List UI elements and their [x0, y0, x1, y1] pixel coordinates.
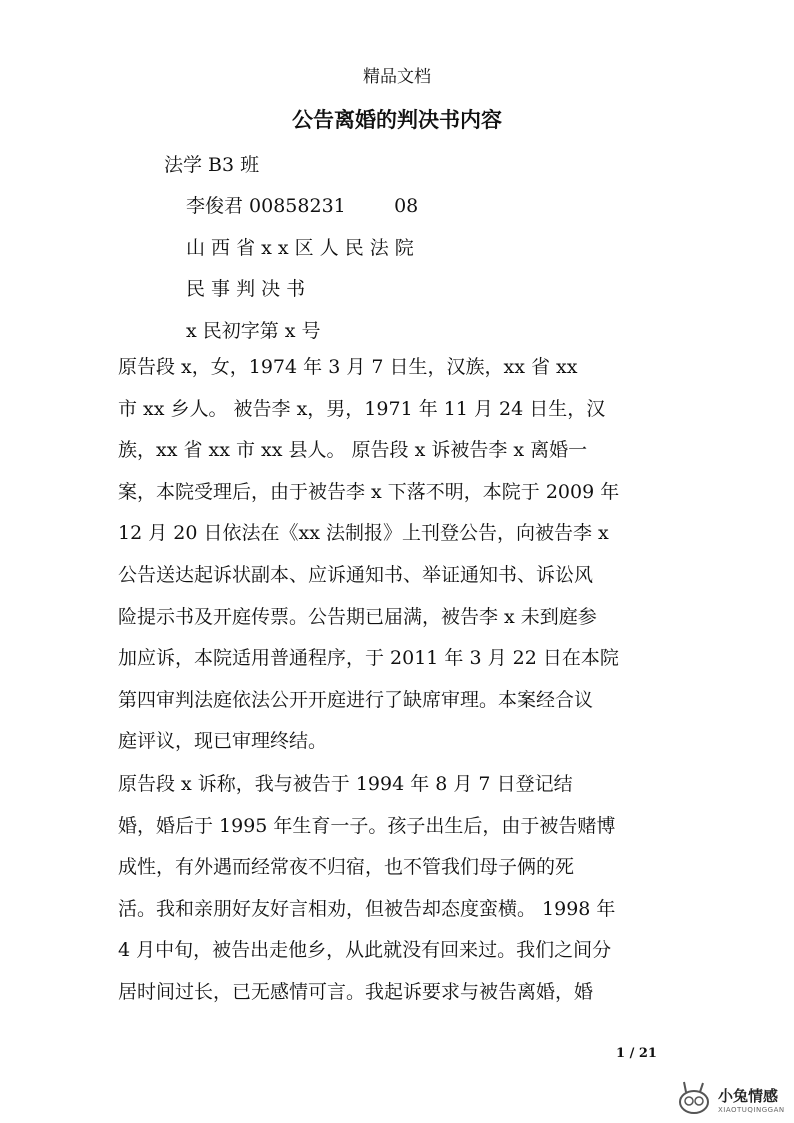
paragraph-claims: 原告段 x 诉称，我与被告于 1994 年 8 月 7 日登记结 婚，婚后于 1995 年生育一子。孩子出生后，由于被告赌博 成性，有外遇而经常夜不归宿，也不管我们母子俩的死 活。我和亲朋好友好言相劝，但被告却态度蛮横。 1998 年 4 月中旬，被告出走他乡，从此就没有回来过。我们之间分 居时间过长，已无感情可言。我起诉要求与被告离婚，婚	[118, 773, 616, 1003]
class-line: 法学 B3 班	[164, 154, 260, 176]
court-name: 山 西 省 x x 区 人 民 法 院	[186, 237, 414, 259]
document-title: 公告离婚的判决书内容	[292, 107, 502, 132]
watermark-brand: 小兔情感	[718, 1087, 779, 1105]
page-number: 1 / 21	[616, 1046, 657, 1061]
document-type: 民 事 判 决 书	[186, 278, 306, 300]
watermark-site: XIAOTUQINGGAN	[718, 1106, 785, 1114]
header-tag: 精品文档	[363, 67, 431, 87]
case-number: x 民初字第 x 号	[186, 320, 321, 342]
author-line: 李俊君 00858231 08	[186, 195, 419, 217]
paragraph-parties: 原告段 x，女，1974 年 3 月 7 日生，汉族，xx 省 xx 市 xx 乡人。 被告李 x，男，1971 年 11 月 24 日生，汉 族，xx 省 xx 市 xx 县人。 原告段 x 诉被告李 x 离婚一 案，本院受理后，由于被告李 x 下落不明，本院于 2009 年 12 月 20 日依法在《xx 法制报》上刊登公告，向被告李 x 公告送达起诉状副本、应诉通知书、举证通知书、诉讼风 险提示书及开庭传票。公告期已届满，被告李 x 未到庭参 加应诉，本院适用普通程序，于 2011 年 3 月 22 日在本院 第四审判法庭依法公开开庭进行了缺席审理。本案经合议 庭评议，现已审理终结。	[118, 356, 620, 753]
